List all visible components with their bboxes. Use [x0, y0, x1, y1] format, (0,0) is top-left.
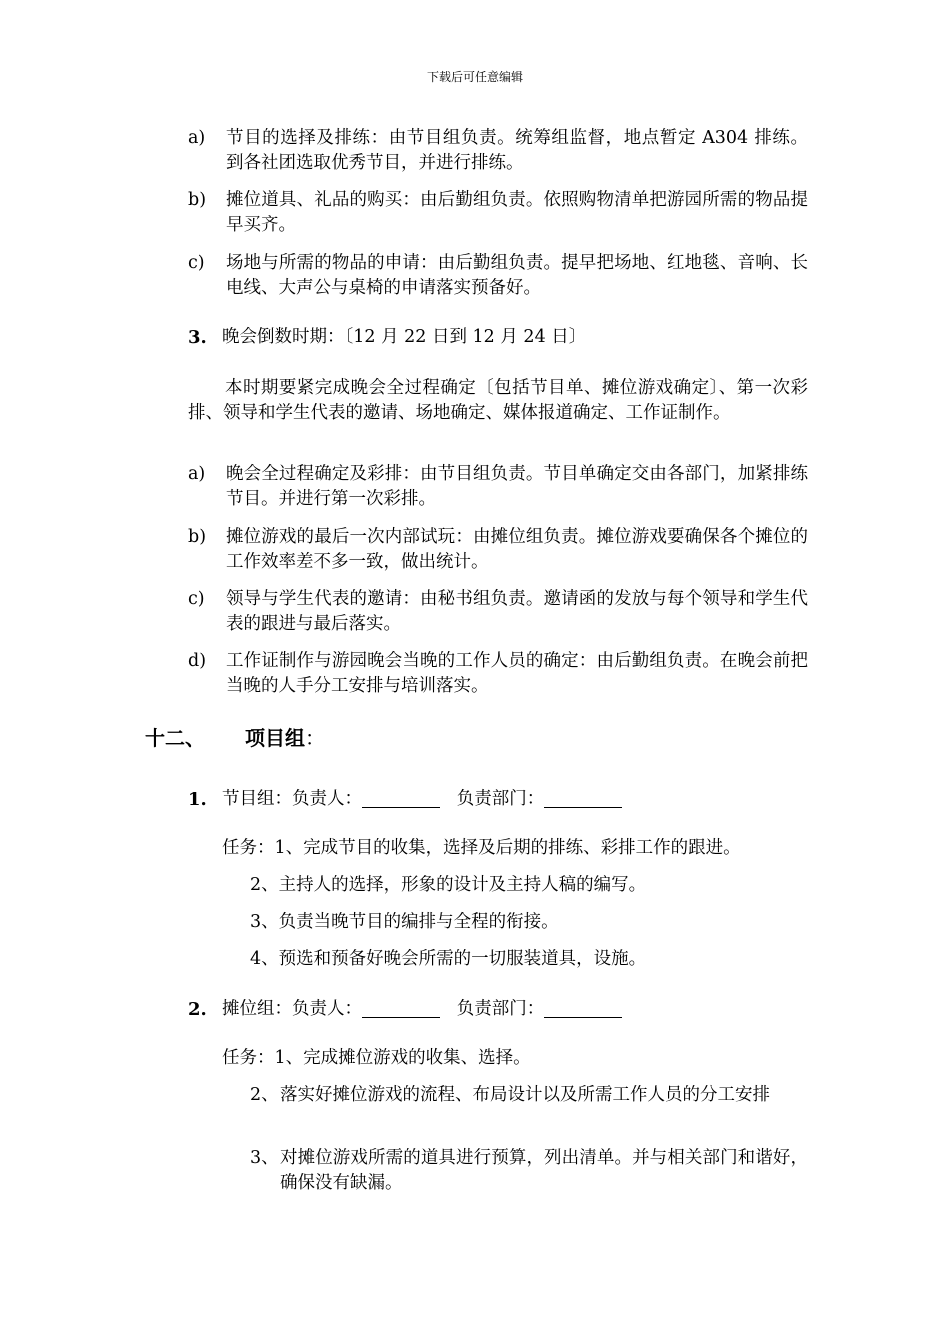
- task-item-text: 落实好摊位游戏的流程、布局设计以及所需工作人员的分工安排: [280, 1085, 770, 1105]
- group-line: [222, 787, 622, 812]
- section-title-text: 项目组: [245, 726, 305, 750]
- group-name: 节目组：负责人：: [222, 789, 362, 809]
- phase-title: 晚会倒数时期：〔12 月 22 日到 12 月 24 日〕: [222, 327, 587, 347]
- item-label: c): [188, 589, 205, 609]
- item-text: 摊位游戏的最后一次内部试玩：由摊位组负责。摊位游戏要确保各个摊位的工作效率差不多一致，做出统计。: [226, 527, 808, 572]
- task-lead: 任务：1、完成摊位游戏的收集、选择。: [222, 1048, 531, 1068]
- group-name: 摊位组：负责人：: [222, 999, 362, 1019]
- section-number: 十二、: [145, 726, 205, 750]
- item-label: b): [188, 190, 207, 210]
- task-item: 3、负责当晚节目的编排与全程的衔接。: [250, 912, 559, 932]
- task-lead: 任务：1、完成节目的收集，选择及后期的排练、彩排工作的跟进。: [222, 838, 741, 858]
- page-header: 下载后可任意编辑: [426, 70, 523, 84]
- section-title: [245, 724, 325, 752]
- item-text: 节目的选择及排练：由节目组负责。统筹组监督，地点暂定 A304 排练。到各社团选取优秀节目，并进行排练。: [226, 128, 808, 173]
- dept-label: 负责部门：: [456, 999, 545, 1019]
- item-text: 场地与所需的物品的申请：由后勤组负责。提早把场地、红地毯、音响、长电线、大声公与桌椅的申请落实预备好。: [226, 253, 808, 298]
- item-label: a): [188, 128, 206, 148]
- task-item-number: 2、: [250, 1085, 279, 1105]
- task-item: 2、主持人的选择，形象的设计及主持人稿的编写。: [250, 875, 647, 895]
- item-label: c): [188, 253, 205, 273]
- dept-label: 负责部门：: [456, 789, 545, 809]
- item-label: b): [188, 527, 207, 547]
- item-text: 领导与学生代表的邀请：由秘书组负责。邀请函的发放与每个领导和学生代表的跟进与最后落实。: [226, 589, 808, 634]
- phase-intro: 本时期要紧完成晚会全过程确定〔包括节目单、摊位游戏确定〕、第一次彩排、领导和学生代表的邀请、场地确定、媒体报道确定、工作证制作。: [188, 378, 808, 423]
- dept-blank: [544, 789, 622, 808]
- item-text: 摊位道具、礼品的购买：由后勤组负责。依照购物清单把游园所需的物品提早买齐。: [226, 190, 808, 235]
- group-number: 2.: [188, 999, 207, 1020]
- dept-blank: [544, 999, 622, 1018]
- item-text: 晚会全过程确定及彩排：由节目组负责。节目单确定交由各部门，加紧排练节目。并进行第一次彩排。: [226, 464, 808, 509]
- item-label: d): [188, 651, 207, 671]
- task-item: 4、预选和预备好晚会所需的一切服装道具，设施。: [250, 949, 647, 969]
- item-label: a): [188, 464, 206, 484]
- section-title-colon: ：: [305, 726, 325, 750]
- group-number: 1.: [188, 789, 207, 810]
- item-text: 工作证制作与游园晚会当晚的工作人员的确定：由后勤组负责。在晚会前把当晚的人手分工安排与培训落实。: [226, 651, 808, 696]
- phase-number: 3.: [188, 327, 207, 348]
- task-item-text: 对摊位游戏所需的道具进行预算，列出清单。并与相关部门和谐好，确保没有缺漏。: [280, 1148, 808, 1193]
- group-line: [222, 997, 622, 1022]
- leader-blank: [362, 789, 440, 808]
- task-item-number: 3、: [250, 1148, 279, 1168]
- leader-blank: [362, 999, 440, 1018]
